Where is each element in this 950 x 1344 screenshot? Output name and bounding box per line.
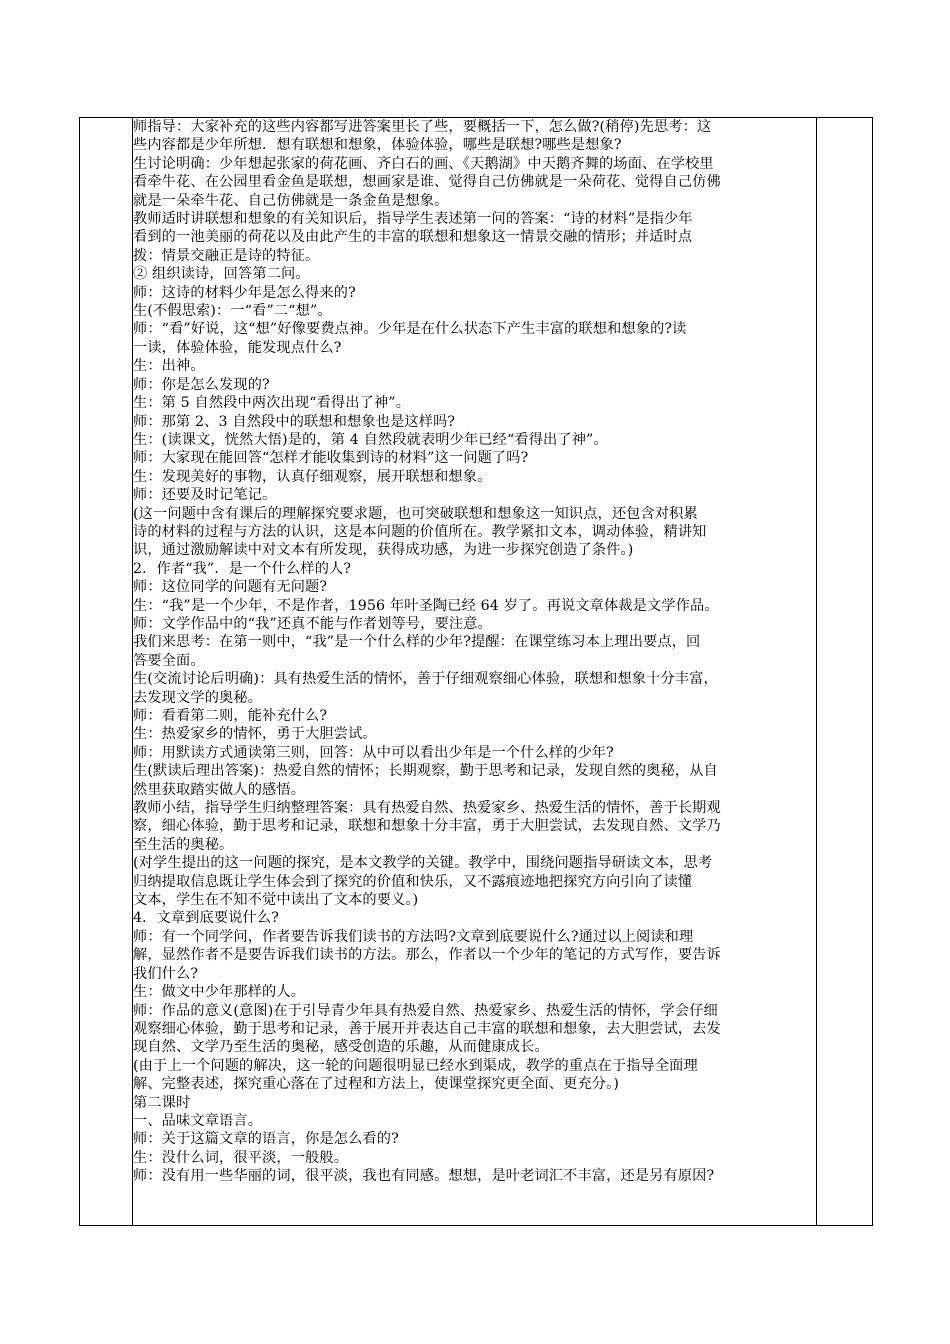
text-line: 一读，体验体验，能发现点什么? [133, 339, 342, 356]
text-line: 生：(读课文，恍然大悟)是的，第 4 自然段就表明少年已经“看得出了神”。 [133, 431, 608, 448]
text-line: 师：没有用一些华丽的词，很平淡，我也有同感。想想，是叶老词汇不丰富，还是另有原因? [133, 1168, 715, 1185]
text-line: 师：这诗的材料少年是怎么得来的? [133, 284, 356, 301]
text-line: (对学生提出的这一问题的探究，是本文教学的关键。教学中，围绕问题指导研读文本，思考 [133, 855, 713, 872]
text-line: 4．文章到底要说什么? [133, 910, 279, 927]
text-line: 拨：情景交融正是诗的特征。 [133, 247, 320, 264]
text-line: 生：出神。 [133, 358, 205, 375]
text-line: 识，通过激励解读中对文本有所发现，获得成功感，为进一步探究创造了条件。) [133, 542, 634, 559]
text-line: 生：热爱家乡的情怀，勇于大胆尝试。 [133, 726, 377, 743]
text-line: (这一问题中含有课后的理解探究要求题，也可突破联想和想象这一知识点，还包含对积累 [133, 505, 698, 522]
text-line: 去发现文学的奥秘。 [133, 689, 263, 706]
text-line: 现自然、文学乃至生活的奥秘，感受创造的乐趣，从而健康成长。 [133, 1039, 549, 1056]
text-line: 师：那第 2、3 自然段中的联想和想象也是这样吗? [133, 413, 456, 430]
text-line: 生(不假思索)：一“看”二“想”。 [133, 303, 332, 320]
text-line: 归纳提取信息既让学生体会到了探究的价值和快乐，又不露痕迹地把探究方向引向了读懂 [133, 873, 693, 890]
text-line: 察，细心体验，勤于思考和记录，联想和想象十分丰富，勇于大胆尝试，去发现自然、文学乃 [133, 818, 721, 835]
text-line: 师：你是怎么发现的? [133, 376, 270, 393]
text-line: 生(交流讨论后明确)：具有热爱生活的情怀，善于仔细观察细心体验，联想和想象十分丰富， [133, 671, 718, 688]
text-line: 一、品味文章语言。 [133, 1112, 263, 1129]
text-line: 师：文学作品中的“我”还真不能与作者划等号，要注意。 [133, 615, 492, 632]
text-line: 生讨论明确：少年想起张家的荷花画、齐白石的画、《天鹅湖》中天鹅齐舞的场面、在学校里 [133, 155, 714, 172]
text-line: 些内容都是少年所想．想有联想和想象，体验体验，哪些是联想?哪些是想象? [133, 137, 622, 154]
text-line: 生：没什么词，很平淡，一般般。 [133, 1149, 349, 1166]
text-line: 解、完整表述，探究重心落在了过程和方法上，使课堂探究更全面、更充分。) [133, 1076, 620, 1093]
table-row [80, 118, 873, 1226]
text-line: 师：关于这篇文章的语言，你是怎么看的? [133, 1131, 399, 1148]
text-line: 2．作者“我”．是一个什么样的人? [133, 560, 352, 577]
text-line: 然里获取踏实做人的感悟。 [133, 781, 306, 798]
text-line: 文本，学生在不知不觉中读出了文本的要义。) [133, 892, 419, 909]
text-line: ② 组织读诗，回答第二问。 [133, 266, 310, 283]
lesson-content-cell [133, 118, 817, 1226]
text-line: 观察细心体验，勤于思考和记录，善于展开并表达自己丰富的联想和想象，去大胆尝试，去发 [133, 1020, 721, 1037]
text-line: 师：作品的意义(意图)在于引导青少年具有热爱自然、热爱家乡、热爱生活的情怀，学会仔细 [133, 1002, 718, 1019]
lesson-plan-table [79, 117, 873, 1226]
text-line: 生：发现美好的事物，认真仔细观察，展开联想和想象。 [133, 468, 492, 485]
text-line: 解，显然作者不是要告诉我们读书的方法。那么，作者以一个少年的笔记的方式写作，要告诉 [133, 947, 721, 964]
text-line: 师：有一个同学问，作者要告诉我们读书的方法吗?文章到底要说什么?通过以上阅读和理 [133, 928, 694, 945]
text-line: 我们什么? [133, 965, 199, 982]
text-line: 诗的材料的过程与方法的认识，这是本问题的价值所在。教学紧扣文本，调动体验，精讲知 [133, 523, 707, 540]
text-line: 第二课时 [133, 1094, 191, 1111]
lesson-text [133, 118, 816, 1186]
text-line: 看到的一池美丽的荷花以及由此产生的丰富的联想和想象这一情景交融的情形；并适时点 [133, 229, 693, 246]
text-line: 生：做文中少年那样的人。 [133, 984, 306, 1001]
text-line: 看牵牛花、在公园里看金鱼是联想，想画家是谁、觉得自己仿佛就是一朵荷花、觉得自己仿佛 [133, 174, 721, 191]
right-margin-cell [817, 118, 873, 1226]
text-line: 生：第 5 自然段中两次出现“看得出了神”。 [133, 395, 411, 412]
text-line: 我们来思考：在第一则中，“我”是一个什么样的少年?提醒：在课堂练习本上理出要点，回 [133, 634, 701, 651]
text-line: 师指导：大家补充的这些内容都写进答案里长了些，要概括一下，怎么做?(稍停)先思考：这 [133, 119, 712, 135]
text-line: (由于上一个问题的解决，这一轮的问题很明显已经水到渠成，教学的重点在于指导全面理 [133, 1057, 698, 1074]
text-line: 教师适时讲联想和想象的有关知识后，指导学生表述第一问的答案：“诗的材料”是指少年 [133, 211, 693, 228]
text-line: 师：还要及时记笔记。 [133, 487, 277, 504]
text-line: 至生活的奥秘。 [133, 836, 234, 853]
text-line: 答要全面。 [133, 652, 205, 669]
text-line: 师：看看第二则，能补充什么? [133, 708, 328, 724]
text-line: 师：“看”好说，这“想”好像要费点神。少年是在什么状态下产生丰富的联想和想象的?读 [133, 321, 687, 338]
left-margin-cell [80, 118, 133, 1226]
text-line: 教师小结，指导学生归纳整理答案：具有热爱自然、热爱家乡、热爱生活的情怀，善于长期观 [133, 800, 721, 817]
text-line: 师：大家现在能回答“怎样才能收集到诗的材料”这一问题了吗? [133, 450, 529, 467]
text-line: 师：用默读方式通读第三则，回答：从中可以看出少年是一个什么样的少年? [133, 744, 614, 761]
text-line: 就是一朵牵牛花、自己仿佛就是一条金鱼是想象。 [133, 192, 449, 209]
text-line: 生(默读后理出答案)：热爱自然的情怀；长期观察，勤于思考和记录，发现自然的奥秘，从自 [133, 763, 718, 780]
text-line: 师：这位同学的问题有无问题? [133, 579, 328, 596]
text-line: 生：“我”是一个少年，不是作者，1956 年叶圣陶已经 64 岁了。再说文章体裁是文学作品。 [133, 597, 719, 614]
